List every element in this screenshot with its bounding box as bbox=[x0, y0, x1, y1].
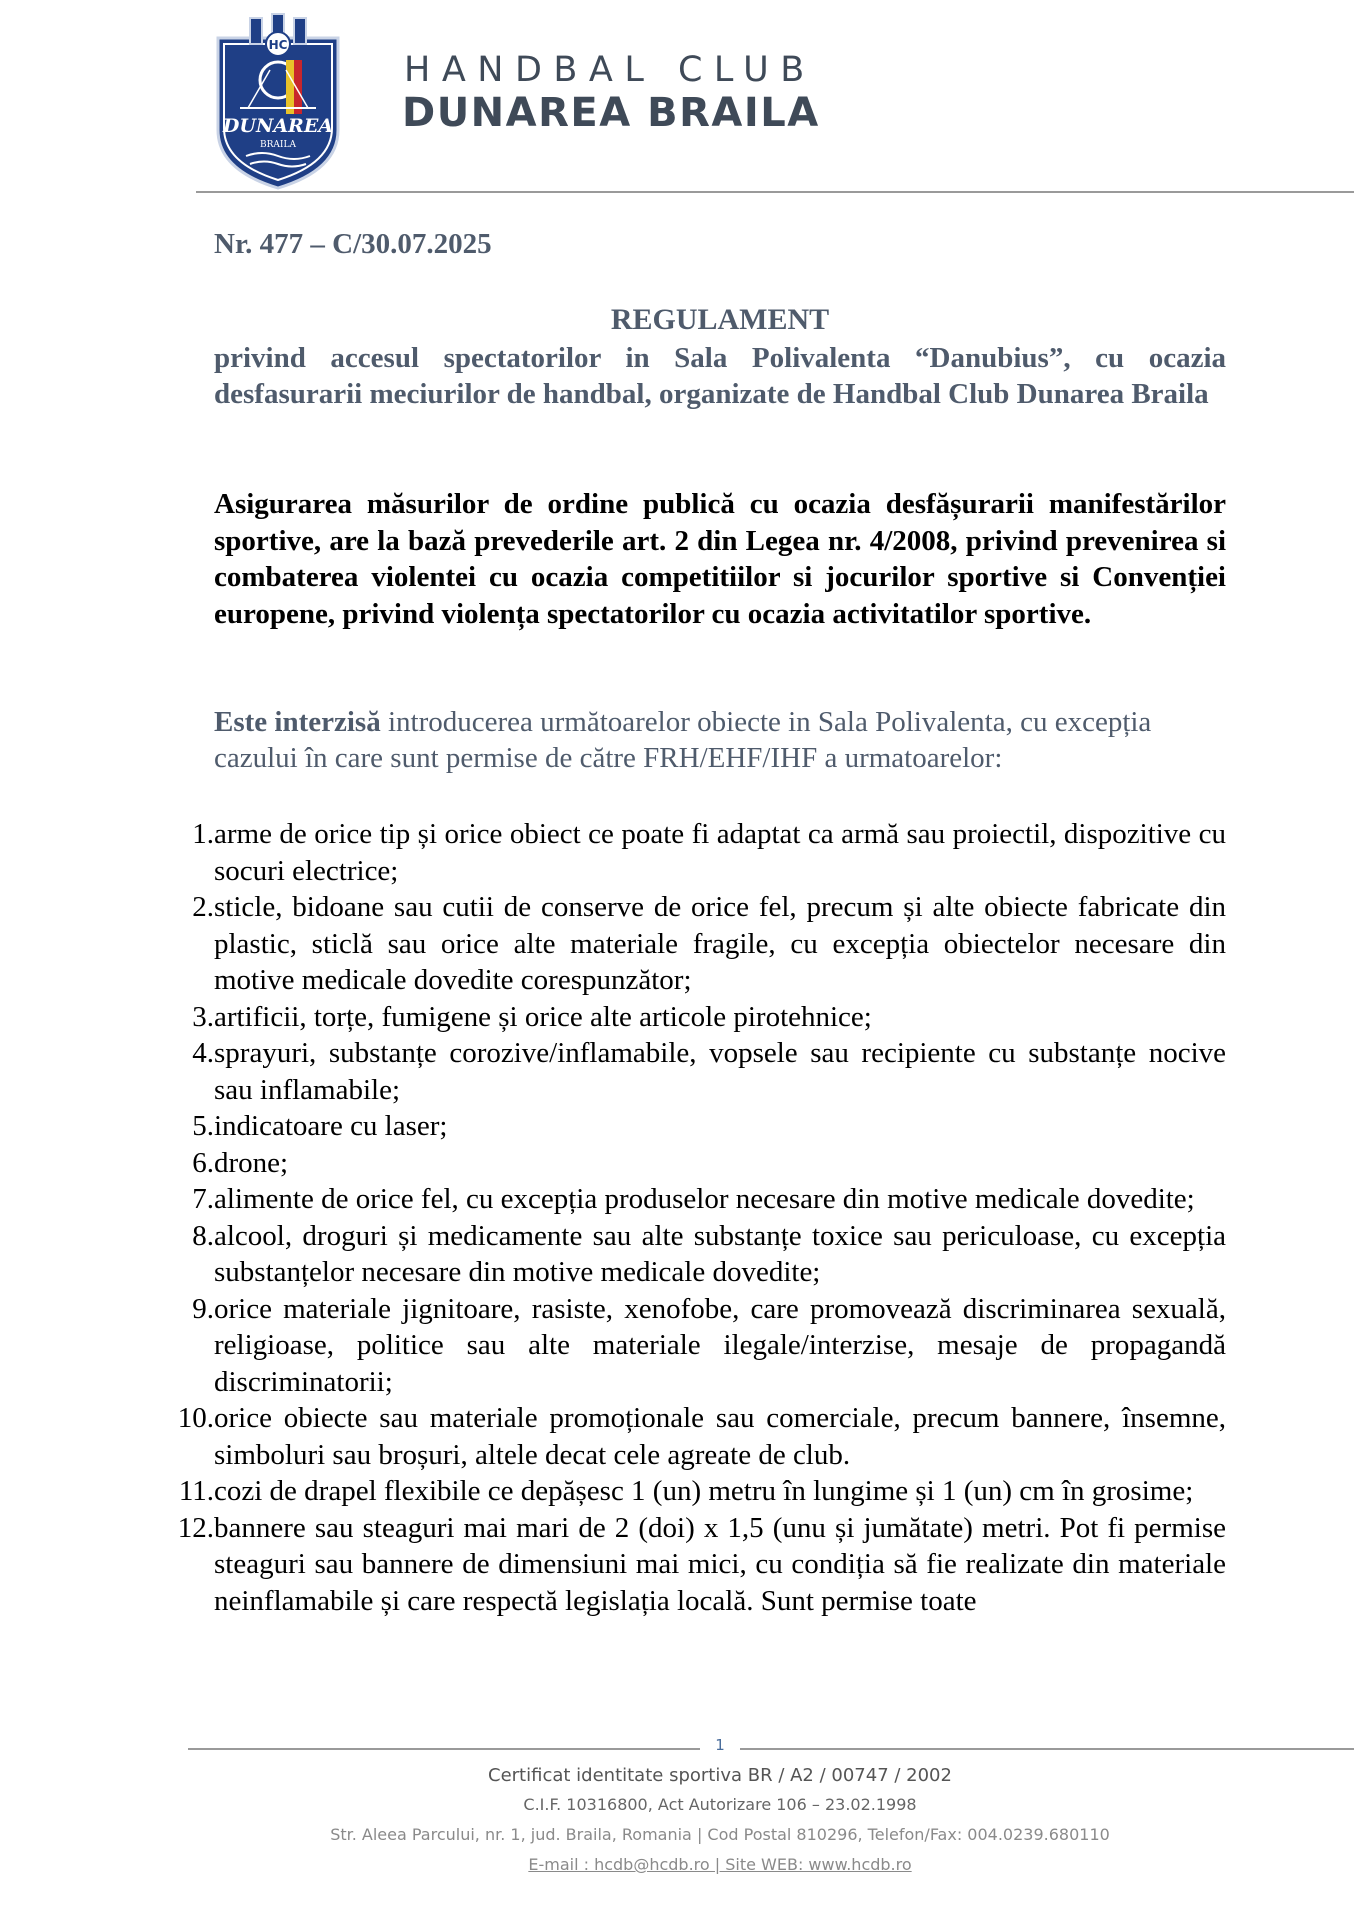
item-number: 7. bbox=[192, 1183, 214, 1215]
forbidden-paragraph bbox=[214, 704, 1226, 776]
list-item bbox=[150, 999, 1226, 1036]
document-number: Nr. 477 – C/30.07.2025 bbox=[214, 228, 492, 260]
item-text: orice obiecte sau materiale promoționale sau comerciale, precum bannere, însemne, simboluri sau broșuri, altele decat cele agreate de club. bbox=[214, 1402, 1226, 1471]
item-text: alcool, droguri și medicamente sau alte substanțe toxice sau periculoase, cu excepția substanțelor necesare din motive medicale dovedite; bbox=[214, 1219, 1226, 1288]
club-name-line2: DUNAREA BRAILA bbox=[402, 90, 820, 136]
item-number: 4. bbox=[192, 1037, 214, 1069]
footer-cif: C.I.F. 10316800, Act Autorizare 106 – 23.02.1998 bbox=[523, 1795, 917, 1814]
item-text: artificii, torțe, fumigene și orice alte articole pirotehnice; bbox=[214, 1000, 872, 1033]
forbidden-rest: introducerea următoarelor obiecte in Sala Polivalenta, cu excepția cazului în care sunt permise de către FRH/EHF/IHF a urmatoarelor: bbox=[214, 706, 1152, 774]
item-text: alimente de orice fel, cu excepția produselor necesare din motive medicale dovedite; bbox=[214, 1183, 1195, 1215]
item-number: 12. bbox=[177, 1511, 214, 1544]
club-name-line1: HANDBAL CLUB bbox=[404, 50, 816, 90]
list-item bbox=[150, 1400, 1226, 1473]
page-number: 1 bbox=[700, 1736, 740, 1754]
item-number: 1. bbox=[192, 818, 214, 850]
logo-subtitle: BRAILA bbox=[260, 140, 296, 150]
item-number: 10. bbox=[177, 1402, 214, 1434]
item-text: bannere sau steaguri mai mari de 2 (doi) x 1,5 (unu și jumătate) metri. Pot fi permise steaguri sau bannere de dimensiuni mai mici, cu condiția să fie realizate din materiale neinflamabile și care respectă legislația locală. Sunt permise toate bbox=[214, 1511, 1226, 1617]
list-item bbox=[150, 1473, 1226, 1510]
item-text: arme de orice tip și orice obiect ce poate fi adaptat ca armă sau proiectil, dispozitive cu socuri electrice; bbox=[214, 818, 1226, 887]
item-text: cozi de drapel flexibile ce depășesc 1 (un) metru în lungime și 1 (un) cm în grosime; bbox=[214, 1475, 1194, 1507]
list-item bbox=[150, 1510, 1226, 1620]
document-subtitle: privind accesul spectatorilor in Sala Polivalenta “Danubius”, cu ocazia desfasurarii meciurilor de handbal, organizate de Handbal Club Dunarea Braila bbox=[214, 342, 1226, 410]
item-number: 6. bbox=[192, 1146, 214, 1179]
footer-certificate: Certificat identitate sportiva BR / A2 / 00747 / 2002 bbox=[488, 1765, 952, 1786]
list-item bbox=[150, 1108, 1226, 1145]
item-number: 3. bbox=[192, 1000, 214, 1033]
item-text: sticle, bidoane sau cutii de conserve de orice fel, precum și alte obiecte fabricate din plastic, sticlă sau orice alte materiale fragile, cu excepția obiectelor necesare din motive medicale dovedite corespunzător; bbox=[214, 891, 1226, 996]
forbidden-lead: Este interzisă bbox=[214, 706, 381, 738]
intro-paragraph: Asigurarea măsurilor de ordine publică cu ocazia desfășurarii manifestărilor sportive, are la bază prevederile art. 2 din Legea nr. 4/2008, privind prevenirea si combaterea violentei cu ocazia competitiilor si jocurilor sportive si Convenției europene, privind violența spectatorilor cu ocazia activitatilor sportive. bbox=[214, 488, 1226, 630]
item-text: orice materiale jignitoare, rasiste, xenofobe, care promovează discriminarea sexuală, religioase, politice sau alte materiale ilegale/interzise, mesaje de propagandă discriminatorii; bbox=[214, 1292, 1226, 1398]
document-title: REGULAMENT bbox=[610, 303, 830, 336]
item-number: 9. bbox=[192, 1292, 214, 1325]
header-divider bbox=[196, 191, 1354, 193]
forbidden-items-list bbox=[150, 816, 1226, 1619]
item-number: 5. bbox=[192, 1110, 214, 1142]
footer-divider bbox=[188, 1748, 1354, 1750]
footer-address: Str. Aleea Parcului, nr. 1, jud. Braila, Romania | Cod Postal 810296, Telefon/Fax: 004.0239.680110 bbox=[330, 1825, 1110, 1844]
item-text: drone; bbox=[214, 1146, 289, 1179]
footer-contact-link[interactable]: E-mail : hcdb@hcdb.ro | Site WEB: www.hcdb.ro bbox=[528, 1855, 912, 1874]
list-item bbox=[150, 1218, 1226, 1291]
item-number: 11. bbox=[178, 1475, 214, 1507]
item-text: sprayuri, substanțe corozive/inflamabile, vopsele sau recipiente cu substanțe nocive sau inflamabile; bbox=[214, 1037, 1226, 1106]
list-item bbox=[150, 816, 1226, 889]
logo-title: DUNAREA bbox=[222, 115, 334, 137]
item-number: 8. bbox=[192, 1219, 214, 1252]
list-item bbox=[150, 889, 1226, 999]
logo-badge: HC bbox=[268, 38, 288, 52]
item-text: indicatoare cu laser; bbox=[214, 1110, 448, 1142]
club-logo bbox=[210, 12, 346, 190]
list-item bbox=[150, 1291, 1226, 1401]
footer-contact[interactable] bbox=[200, 1855, 1240, 1874]
list-item bbox=[150, 1181, 1226, 1218]
list-item bbox=[150, 1035, 1226, 1108]
list-item bbox=[150, 1145, 1226, 1182]
item-number: 2. bbox=[192, 891, 214, 923]
